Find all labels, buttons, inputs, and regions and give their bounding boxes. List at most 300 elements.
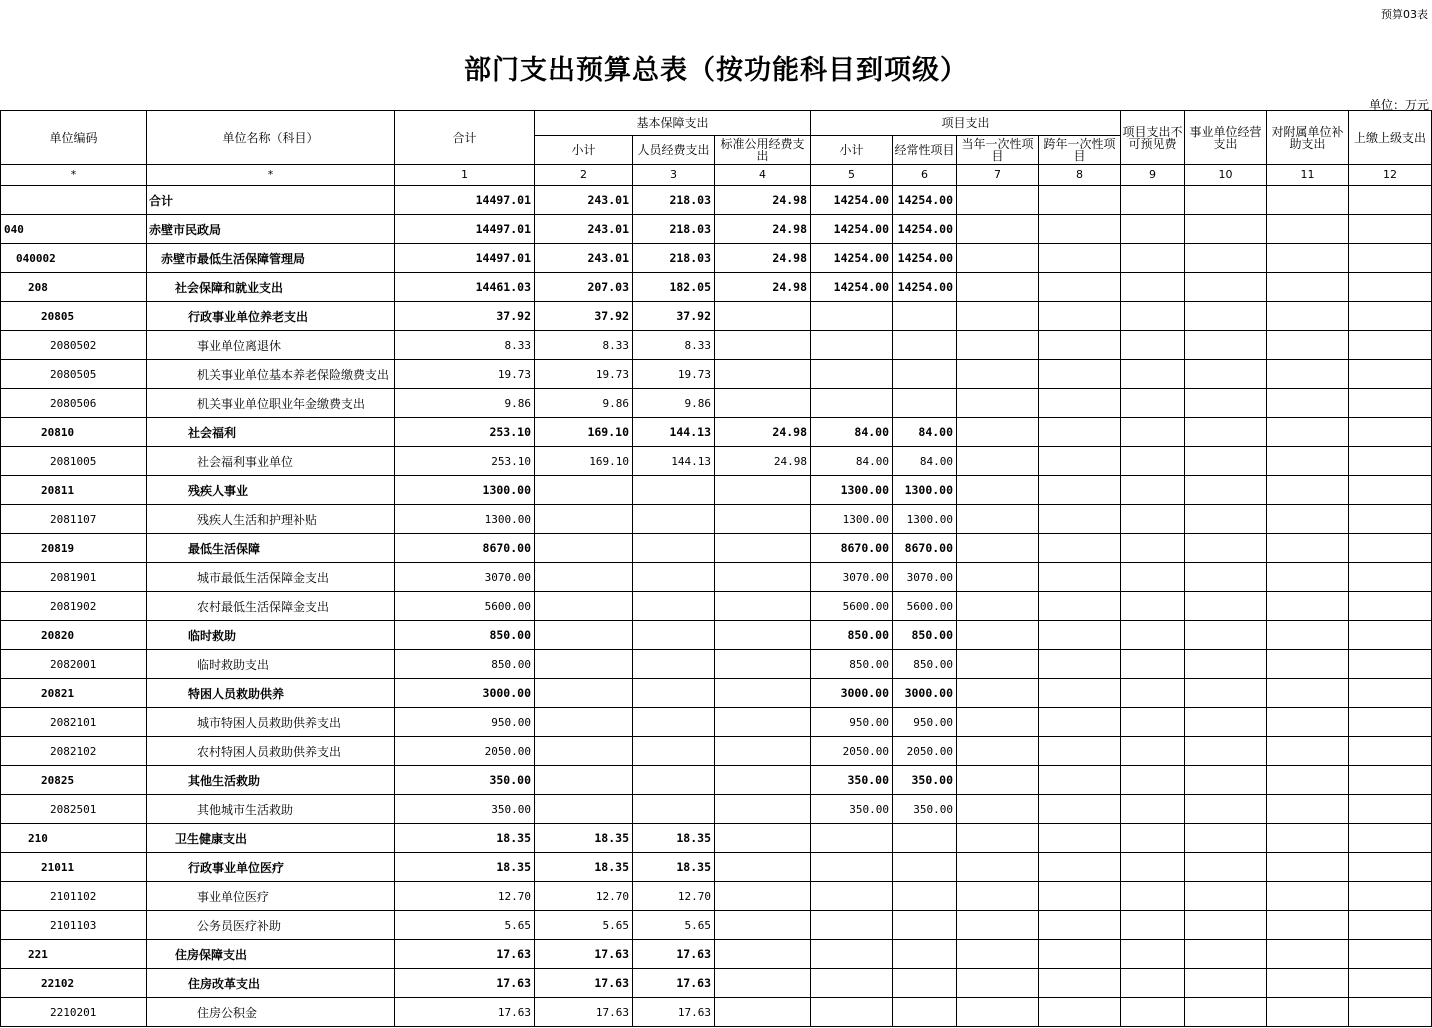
unit-code-cell: 040002 <box>1 244 147 273</box>
amount-cell <box>957 824 1039 853</box>
amount-cell: 5600.00 <box>893 592 957 621</box>
amount-cell <box>1349 505 1432 534</box>
amount-cell <box>1039 505 1121 534</box>
amount-cell <box>1039 737 1121 766</box>
amount-cell: 9.86 <box>633 389 715 418</box>
amount-cell: 169.10 <box>535 418 633 447</box>
amount-cell <box>1039 186 1121 215</box>
amount-cell <box>535 737 633 766</box>
amount-cell <box>957 708 1039 737</box>
unit-code-cell: 22102 <box>1 969 147 998</box>
amount-cell <box>957 389 1039 418</box>
unit-code-cell: 2081901 <box>1 563 147 592</box>
amount-cell <box>957 563 1039 592</box>
amount-cell <box>1185 389 1267 418</box>
amount-cell <box>1121 708 1185 737</box>
amount-cell: 1300.00 <box>811 476 893 505</box>
amount-cell: 253.10 <box>395 447 535 476</box>
table-row <box>1 824 1432 853</box>
budget-table <box>0 110 1432 1027</box>
table-row <box>1 302 1432 331</box>
amount-cell: 14254.00 <box>893 186 957 215</box>
table-row <box>1 186 1432 215</box>
amount-cell <box>1267 592 1349 621</box>
unit-code-cell: 20810 <box>1 418 147 447</box>
amount-cell <box>1185 766 1267 795</box>
amount-cell <box>1121 969 1185 998</box>
amount-cell: 1300.00 <box>893 505 957 534</box>
amount-cell <box>1039 708 1121 737</box>
amount-cell <box>1185 215 1267 244</box>
amount-cell <box>1121 737 1185 766</box>
amount-cell <box>633 679 715 708</box>
unit-name-cell: 事业单位医疗 <box>147 882 395 911</box>
table-row <box>1 476 1432 505</box>
amount-cell: 84.00 <box>811 418 893 447</box>
column-index-cell: 4 <box>715 165 811 186</box>
amount-cell <box>633 766 715 795</box>
amount-cell <box>893 302 957 331</box>
amount-cell <box>957 969 1039 998</box>
amount-cell <box>1039 215 1121 244</box>
amount-cell <box>633 505 715 534</box>
amount-cell <box>1185 911 1267 940</box>
amount-cell: 5.65 <box>633 911 715 940</box>
amount-cell: 350.00 <box>893 766 957 795</box>
amount-cell <box>1267 505 1349 534</box>
table-row <box>1 882 1432 911</box>
amount-cell: 850.00 <box>811 621 893 650</box>
amount-cell <box>811 389 893 418</box>
unit-name-cell: 城市特困人员救助供养支出 <box>147 708 395 737</box>
amount-cell: 350.00 <box>893 795 957 824</box>
amount-cell: 3070.00 <box>395 563 535 592</box>
amount-cell <box>633 534 715 563</box>
amount-cell: 84.00 <box>893 418 957 447</box>
table-row <box>1 853 1432 882</box>
amount-cell: 5600.00 <box>811 592 893 621</box>
amount-cell <box>957 244 1039 273</box>
amount-cell <box>1039 650 1121 679</box>
amount-cell: 243.01 <box>535 215 633 244</box>
header-unforeseen: 项目支出不可预见费 <box>1121 111 1185 165</box>
column-index-cell: 12 <box>1349 165 1432 186</box>
amount-cell <box>1039 969 1121 998</box>
amount-cell <box>957 273 1039 302</box>
amount-cell: 17.63 <box>535 998 633 1027</box>
table-row <box>1 534 1432 563</box>
amount-cell <box>1349 389 1432 418</box>
unit-name-cell: 城市最低生活保障金支出 <box>147 563 395 592</box>
amount-cell <box>811 998 893 1027</box>
amount-cell: 37.92 <box>633 302 715 331</box>
amount-cell: 12.70 <box>535 882 633 911</box>
amount-cell: 18.35 <box>535 853 633 882</box>
amount-cell <box>1267 679 1349 708</box>
amount-cell <box>893 882 957 911</box>
amount-cell <box>1121 273 1185 302</box>
amount-cell <box>1267 969 1349 998</box>
amount-cell <box>1185 563 1267 592</box>
amount-cell: 18.35 <box>633 853 715 882</box>
amount-cell: 850.00 <box>395 621 535 650</box>
amount-cell: 8.33 <box>633 331 715 360</box>
amount-cell <box>1039 360 1121 389</box>
unit-code-cell: 2082102 <box>1 737 147 766</box>
amount-cell <box>1121 360 1185 389</box>
table-row <box>1 650 1432 679</box>
amount-cell <box>1121 447 1185 476</box>
amount-cell <box>1267 795 1349 824</box>
unit-name-cell: 行政事业单位医疗 <box>147 853 395 882</box>
amount-cell <box>811 911 893 940</box>
amount-cell: 84.00 <box>811 447 893 476</box>
amount-cell <box>1185 969 1267 998</box>
amount-cell: 14497.01 <box>395 244 535 273</box>
amount-cell <box>715 650 811 679</box>
amount-cell <box>1185 882 1267 911</box>
amount-cell <box>1121 795 1185 824</box>
header-business: 事业单位经营支出 <box>1185 111 1267 165</box>
amount-cell <box>633 621 715 650</box>
amount-cell: 14254.00 <box>893 215 957 244</box>
amount-cell <box>633 592 715 621</box>
amount-cell: 218.03 <box>633 215 715 244</box>
amount-cell <box>715 911 811 940</box>
unit-name-cell: 农村特困人员救助供养支出 <box>147 737 395 766</box>
amount-cell: 14254.00 <box>811 186 893 215</box>
column-index-cell: 2 <box>535 165 633 186</box>
amount-cell: 3070.00 <box>893 563 957 592</box>
amount-cell: 144.13 <box>633 418 715 447</box>
amount-cell <box>535 534 633 563</box>
amount-cell <box>1121 389 1185 418</box>
amount-cell <box>1039 853 1121 882</box>
amount-cell: 14254.00 <box>811 273 893 302</box>
amount-cell <box>957 215 1039 244</box>
amount-cell <box>1349 998 1432 1027</box>
amount-cell <box>535 505 633 534</box>
unit-name-cell: 特困人员救助供养 <box>147 679 395 708</box>
unit-name-cell: 社会保障和就业支出 <box>147 273 395 302</box>
amount-cell <box>1349 766 1432 795</box>
header-recurring: 经常性项目 <box>893 136 957 165</box>
amount-cell <box>1121 911 1185 940</box>
amount-cell <box>1267 389 1349 418</box>
table-row <box>1 215 1432 244</box>
table-row <box>1 273 1432 302</box>
amount-cell: 14254.00 <box>893 273 957 302</box>
amount-cell: 950.00 <box>811 708 893 737</box>
amount-cell <box>715 389 811 418</box>
amount-cell <box>1267 215 1349 244</box>
header-upper: 上缴上级支出 <box>1349 111 1432 165</box>
table-row <box>1 505 1432 534</box>
amount-cell <box>957 795 1039 824</box>
unit-name-cell: 公务员医疗补助 <box>147 911 395 940</box>
amount-cell <box>1267 621 1349 650</box>
amount-cell <box>1267 186 1349 215</box>
form-code: 预算03表 <box>1381 8 1428 21</box>
unit-code-cell: 2081107 <box>1 505 147 534</box>
amount-cell <box>1121 505 1185 534</box>
amount-cell <box>1185 998 1267 1027</box>
amount-cell <box>715 795 811 824</box>
unit-code-cell: 20820 <box>1 621 147 650</box>
amount-cell: 350.00 <box>395 795 535 824</box>
amount-cell <box>1039 882 1121 911</box>
amount-cell: 9.86 <box>395 389 535 418</box>
unit-code-cell: 20821 <box>1 679 147 708</box>
amount-cell <box>1185 650 1267 679</box>
amount-cell <box>1349 302 1432 331</box>
amount-cell <box>957 418 1039 447</box>
amount-cell <box>715 302 811 331</box>
table-row <box>1 331 1432 360</box>
unit-code-cell: 221 <box>1 940 147 969</box>
amount-cell <box>1349 534 1432 563</box>
amount-cell <box>1185 244 1267 273</box>
amount-cell <box>535 592 633 621</box>
unit-code-cell: 20819 <box>1 534 147 563</box>
amount-cell <box>715 563 811 592</box>
amount-cell: 5600.00 <box>395 592 535 621</box>
unit-name-cell: 住房保障支出 <box>147 940 395 969</box>
amount-cell <box>1185 592 1267 621</box>
unit-code-cell: 210 <box>1 824 147 853</box>
amount-cell: 182.05 <box>633 273 715 302</box>
amount-cell: 18.35 <box>535 824 633 853</box>
column-index-cell: 11 <box>1267 165 1349 186</box>
amount-cell <box>1039 534 1121 563</box>
amount-cell <box>893 389 957 418</box>
amount-cell <box>1349 940 1432 969</box>
amount-cell <box>957 679 1039 708</box>
amount-cell <box>1267 331 1349 360</box>
unit-code-cell: 2080502 <box>1 331 147 360</box>
amount-cell: 24.98 <box>715 215 811 244</box>
amount-cell: 850.00 <box>893 650 957 679</box>
amount-cell: 17.63 <box>395 998 535 1027</box>
amount-cell <box>957 505 1039 534</box>
amount-cell: 243.01 <box>535 244 633 273</box>
amount-cell <box>1267 882 1349 911</box>
amount-cell <box>1185 505 1267 534</box>
amount-cell <box>1349 186 1432 215</box>
amount-cell <box>1039 302 1121 331</box>
table-row <box>1 418 1432 447</box>
amount-cell <box>1267 360 1349 389</box>
unit-label: 单位：万元 <box>1368 98 1429 112</box>
amount-cell <box>715 621 811 650</box>
table-row <box>1 969 1432 998</box>
amount-cell: 14254.00 <box>811 215 893 244</box>
amount-cell: 14497.01 <box>395 186 535 215</box>
amount-cell <box>1121 621 1185 650</box>
unit-name-cell: 残疾人生活和护理补贴 <box>147 505 395 534</box>
amount-cell: 14254.00 <box>893 244 957 273</box>
amount-cell <box>633 650 715 679</box>
amount-cell <box>1039 563 1121 592</box>
column-index-cell: 6 <box>893 165 957 186</box>
amount-cell <box>1185 679 1267 708</box>
amount-cell: 14254.00 <box>811 244 893 273</box>
amount-cell <box>1349 679 1432 708</box>
amount-cell <box>1349 273 1432 302</box>
amount-cell <box>1185 824 1267 853</box>
header-personnel: 人员经费支出 <box>633 136 715 165</box>
amount-cell: 18.35 <box>633 824 715 853</box>
table-row <box>1 389 1432 418</box>
unit-name-cell: 临时救助 <box>147 621 395 650</box>
unit-name-cell: 农村最低生活保障金支出 <box>147 592 395 621</box>
unit-code-cell: 2080505 <box>1 360 147 389</box>
amount-cell: 17.63 <box>395 969 535 998</box>
header-unit-code: 单位编码 <box>1 111 147 165</box>
amount-cell <box>1267 534 1349 563</box>
amount-cell: 24.98 <box>715 273 811 302</box>
amount-cell: 14461.03 <box>395 273 535 302</box>
column-index-cell: 10 <box>1185 165 1267 186</box>
amount-cell <box>957 592 1039 621</box>
column-index-cell: 5 <box>811 165 893 186</box>
amount-cell <box>535 708 633 737</box>
column-index-cell: * <box>147 165 395 186</box>
amount-cell <box>715 853 811 882</box>
amount-cell <box>1349 331 1432 360</box>
amount-cell <box>1349 244 1432 273</box>
amount-cell <box>715 534 811 563</box>
unit-name-cell: 住房改革支出 <box>147 969 395 998</box>
amount-cell <box>957 360 1039 389</box>
header-total: 合计 <box>395 111 535 165</box>
header-project-subtotal: 小计 <box>811 136 893 165</box>
amount-cell <box>535 795 633 824</box>
unit-code-cell: 21011 <box>1 853 147 882</box>
amount-cell: 3070.00 <box>811 563 893 592</box>
unit-code-cell: 2080506 <box>1 389 147 418</box>
amount-cell <box>1349 969 1432 998</box>
amount-cell <box>1267 476 1349 505</box>
unit-code-cell: 2081005 <box>1 447 147 476</box>
amount-cell <box>893 998 957 1027</box>
amount-cell <box>1349 737 1432 766</box>
header-basic-group: 基本保障支出 <box>535 111 811 136</box>
amount-cell <box>1185 853 1267 882</box>
amount-cell <box>957 331 1039 360</box>
table-row <box>1 911 1432 940</box>
amount-cell <box>1039 940 1121 969</box>
column-index-cell: 3 <box>633 165 715 186</box>
amount-cell: 850.00 <box>395 650 535 679</box>
unit-code-cell: 2101103 <box>1 911 147 940</box>
amount-cell <box>1267 998 1349 1027</box>
amount-cell: 5.65 <box>535 911 633 940</box>
amount-cell: 1300.00 <box>811 505 893 534</box>
amount-cell <box>1039 418 1121 447</box>
amount-cell <box>1185 360 1267 389</box>
header-subsidy: 对附属单位补助支出 <box>1267 111 1349 165</box>
amount-cell: 1300.00 <box>395 476 535 505</box>
amount-cell <box>715 476 811 505</box>
header-public-std: 标准公用经费支出 <box>715 136 811 165</box>
unit-code-cell: 2101102 <box>1 882 147 911</box>
table-row <box>1 998 1432 1027</box>
unit-name-cell: 行政事业单位养老支出 <box>147 302 395 331</box>
amount-cell <box>957 476 1039 505</box>
amount-cell <box>715 360 811 389</box>
amount-cell <box>715 969 811 998</box>
amount-cell <box>957 911 1039 940</box>
amount-cell <box>957 766 1039 795</box>
amount-cell <box>811 940 893 969</box>
amount-cell: 350.00 <box>811 795 893 824</box>
amount-cell <box>1121 534 1185 563</box>
header-project-group: 项目支出 <box>811 111 1121 136</box>
amount-cell <box>1349 650 1432 679</box>
amount-cell <box>1121 186 1185 215</box>
amount-cell <box>1349 911 1432 940</box>
amount-cell <box>715 737 811 766</box>
column-index-cell: 1 <box>395 165 535 186</box>
amount-cell <box>1185 940 1267 969</box>
amount-cell <box>1039 244 1121 273</box>
amount-cell: 850.00 <box>811 650 893 679</box>
amount-cell <box>1267 737 1349 766</box>
amount-cell <box>1185 418 1267 447</box>
amount-cell <box>715 331 811 360</box>
table-row <box>1 940 1432 969</box>
amount-cell: 2050.00 <box>811 737 893 766</box>
amount-cell <box>1349 360 1432 389</box>
header-unit-name: 单位名称（科目） <box>147 111 395 165</box>
unit-name-cell: 社会福利 <box>147 418 395 447</box>
amount-cell <box>957 650 1039 679</box>
column-index-cell: 8 <box>1039 165 1121 186</box>
amount-cell <box>1267 273 1349 302</box>
unit-name-cell: 事业单位离退休 <box>147 331 395 360</box>
amount-cell: 850.00 <box>893 621 957 650</box>
unit-code-cell: 20825 <box>1 766 147 795</box>
amount-cell: 207.03 <box>535 273 633 302</box>
amount-cell <box>1349 708 1432 737</box>
amount-cell <box>1267 650 1349 679</box>
amount-cell: 24.98 <box>715 244 811 273</box>
amount-cell <box>535 766 633 795</box>
amount-cell <box>893 853 957 882</box>
amount-cell <box>715 824 811 853</box>
amount-cell <box>1039 389 1121 418</box>
amount-cell <box>1121 679 1185 708</box>
amount-cell <box>1185 534 1267 563</box>
amount-cell: 19.73 <box>395 360 535 389</box>
amount-cell: 8670.00 <box>395 534 535 563</box>
amount-cell: 24.98 <box>715 447 811 476</box>
amount-cell <box>715 505 811 534</box>
amount-cell <box>1349 418 1432 447</box>
unit-name-cell: 住房公积金 <box>147 998 395 1027</box>
amount-cell <box>633 795 715 824</box>
amount-cell <box>1267 418 1349 447</box>
unit-name-cell: 其他城市生活救助 <box>147 795 395 824</box>
amount-cell: 350.00 <box>811 766 893 795</box>
amount-cell <box>1039 621 1121 650</box>
amount-cell <box>1267 244 1349 273</box>
amount-cell <box>957 737 1039 766</box>
amount-cell: 1300.00 <box>893 476 957 505</box>
amount-cell: 2050.00 <box>893 737 957 766</box>
amount-cell <box>1185 447 1267 476</box>
